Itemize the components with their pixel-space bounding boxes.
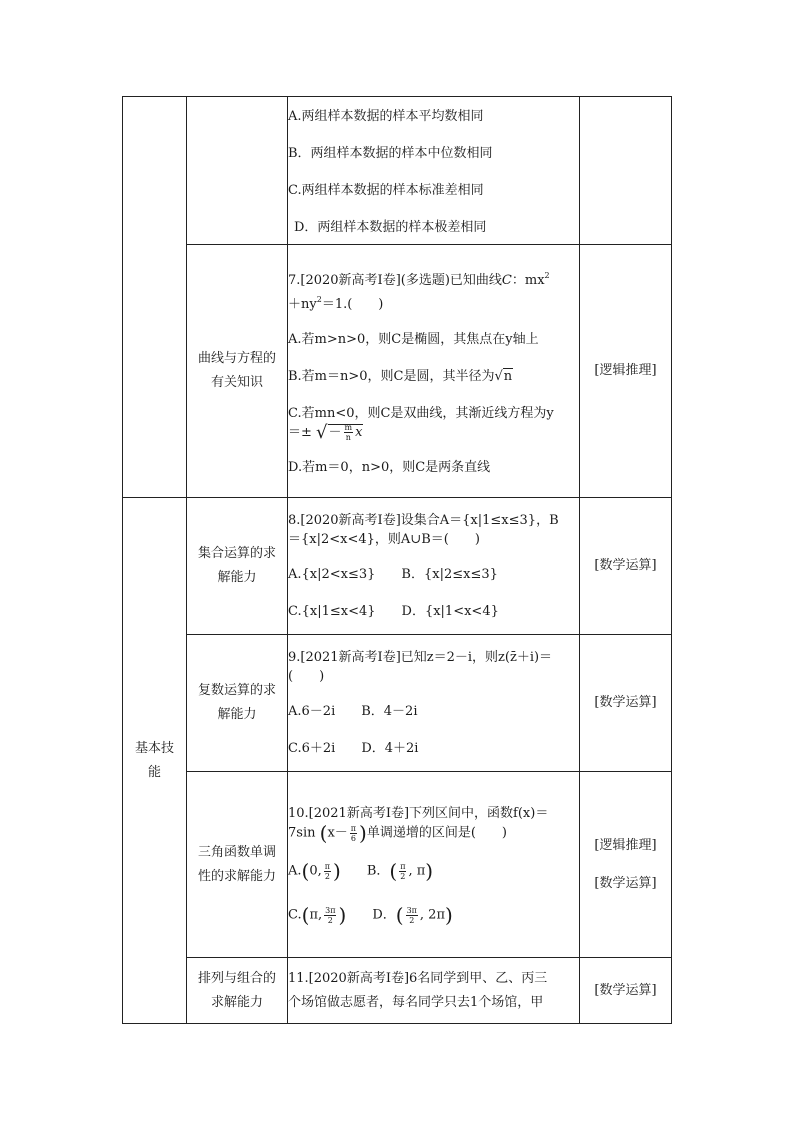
literacy-tag: [数学运算] xyxy=(594,695,657,710)
question-cell xyxy=(288,958,580,1024)
question-cell xyxy=(288,245,580,498)
table-row xyxy=(123,772,672,958)
fraction: $\frac{3\pi}{2}$ xyxy=(325,905,336,925)
question-line xyxy=(288,266,579,290)
knowledge-table xyxy=(122,96,672,1024)
sqrt-symbol: √ xyxy=(316,421,328,443)
table-row xyxy=(123,245,672,498)
topic-cell xyxy=(187,635,288,772)
fraction: $\frac{\pi}{2}$ xyxy=(400,861,406,881)
literacy-cell xyxy=(580,958,672,1024)
literacy-cell-empty xyxy=(580,97,672,245)
question-line: 11.[2020新高考Ⅰ卷]6名同学到甲、乙、丙三 xyxy=(288,970,548,986)
question-cell xyxy=(288,772,580,958)
literacy-cell xyxy=(580,635,672,772)
option-a: A.两组样本数据的样本平均数相同 xyxy=(288,108,484,124)
option-d: D.若m＝0，n>0，则C是两条直线 xyxy=(288,459,491,475)
topic-text: 排列与组合的求解能力 xyxy=(197,970,276,1010)
fraction: $\frac{\pi}{2}$ xyxy=(324,861,331,881)
option-d: D．两组样本数据的样本极差相同 xyxy=(294,219,487,235)
question-line: ( ) xyxy=(288,669,325,684)
options-ab: A.6－2i B．4－2i xyxy=(288,704,418,719)
exponent: 2 xyxy=(316,294,322,304)
question-cell xyxy=(288,498,580,635)
question-eq: ＋ny xyxy=(288,296,317,312)
literacy-tag: [逻辑推理] xyxy=(594,837,657,853)
options-cd: C.6＋2i D．4＋2i xyxy=(288,741,419,756)
options-ab: A.{x|2<x≤3} B．{x|2≤x≤3} xyxy=(288,567,498,582)
literacy-cell xyxy=(580,772,672,958)
question-line: 9.[2021新高考Ⅰ卷]已知z＝2－i，则z(z̄＋i)＝ xyxy=(288,650,553,665)
sqrt-radicand: － $\frac{m}{n}$ x xyxy=(328,422,363,442)
option-b-text: B.若m＝n>0，则C是圆，其半径为 xyxy=(288,368,495,384)
literacy-tag: [逻辑推理] xyxy=(594,363,657,378)
question-prefix: 7.[2020新高考Ⅰ卷](多选题)已知曲线 xyxy=(288,272,502,288)
category-cell-empty xyxy=(123,97,187,498)
exponent: 2 xyxy=(544,270,550,280)
literacy-tag: [数学运算] xyxy=(594,982,657,998)
option-a: A.若m>n>0，则C是椭圆，其焦点在y轴上 xyxy=(288,331,539,347)
question-line: 10.[2021新高考Ⅰ卷]下列区间中，函数f(x)＝ xyxy=(288,806,549,821)
question-line: 7sin (x－ $\frac{\pi}{6}$ )单调递增的区间是( ) xyxy=(288,821,508,845)
option-c: C.两组样本数据的样本标准差相同 xyxy=(288,182,484,198)
sqrt-radicand: n xyxy=(503,368,513,384)
topic-cell xyxy=(187,245,288,498)
literacy-cell xyxy=(580,245,672,498)
table-row xyxy=(123,498,672,635)
option-b: B．两组样本数据的样本中位数相同 xyxy=(288,145,493,161)
topic-text: 集合运算的求解能力 xyxy=(197,546,276,585)
literacy-cell xyxy=(580,498,672,635)
options-cd: C.{x|1≤x<4} D．{x|1<x<4} xyxy=(288,604,499,619)
sqrt-symbol: √ xyxy=(494,368,503,384)
option-b xyxy=(288,367,579,386)
category-text: 基本技能 xyxy=(134,740,174,780)
question-line: 个场馆做志愿者，每名同学只去1个场馆，甲 xyxy=(288,994,544,1010)
options-cd: C.(π, $\frac{3\pi}{2}$ ) D．( $\frac{3\pi}{2}$ , 2π) xyxy=(288,903,453,927)
topic-cell xyxy=(187,498,288,635)
table-row xyxy=(123,958,672,1024)
topic-text: 曲线与方程的有关知识 xyxy=(197,351,276,390)
curve-name: C xyxy=(501,272,512,288)
table-row xyxy=(123,635,672,772)
table-row xyxy=(123,97,672,245)
topic-text: 三角函数单调性的求解能力 xyxy=(197,844,276,884)
fraction: $\frac{3\pi}{2}$ xyxy=(406,905,417,925)
topic-text: 复数运算的求解能力 xyxy=(197,683,276,722)
option-c: C.若mn<0，则C是双曲线，其渐近线方程为y xyxy=(288,405,554,421)
question-eq: ：mx xyxy=(511,272,545,288)
question-line xyxy=(288,290,579,314)
question-cell xyxy=(288,97,580,245)
category-cell xyxy=(123,498,187,1024)
options-ab: A.(0, $\frac{\pi}{2}$ ) B．( $\frac{\pi}{2}$ , π) xyxy=(288,859,434,883)
question-cell xyxy=(288,635,580,772)
literacy-tag: [数学运算] xyxy=(594,875,657,891)
topic-cell xyxy=(187,772,288,958)
fraction: $\frac{\pi}{6}$ xyxy=(350,823,357,843)
option-c-eq: ＝± xyxy=(288,424,312,440)
question-eq: ＝1.( ) xyxy=(321,296,384,312)
topic-cell-empty xyxy=(187,97,288,245)
literacy-tag: [数学运算] xyxy=(594,558,657,573)
option-c-cont xyxy=(288,423,579,442)
topic-cell xyxy=(187,958,288,1024)
question-line: 8.[2020新高考Ⅰ卷]设集合A＝{x|1≤x≤3}，B xyxy=(288,513,559,528)
fraction: $\frac{m}{n}$ xyxy=(344,422,353,442)
question-line: ＝{x|2<x<4}，则A∪B＝( ) xyxy=(288,532,480,547)
